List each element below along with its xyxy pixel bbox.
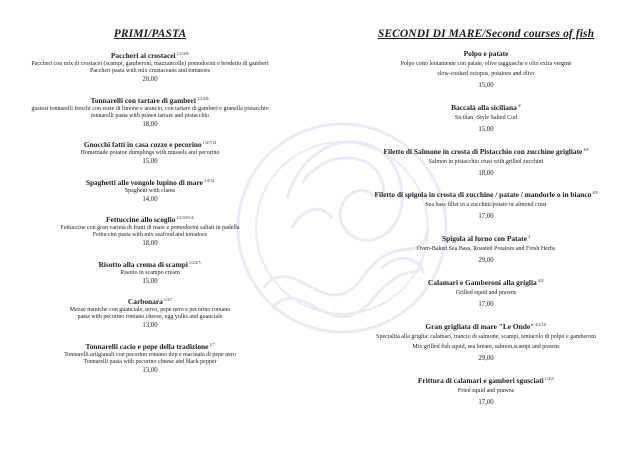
menu-item-name [336, 145, 636, 157]
menu-item-description: gustosi tonnarelli freschi con zeste di limone e arancio, con tartare di gamberi e granella pistacchio [31, 105, 269, 112]
menu-item-price: 18,00 [478, 169, 494, 177]
menu-item-name [20, 258, 280, 270]
menu-item-price: 29,00 [478, 257, 494, 265]
menu-item-title: Polpo e patate [463, 49, 509, 58]
menu-item-price: 15,00 [478, 125, 494, 133]
menu-item-allergens: 1/7 [209, 341, 215, 347]
menu-item [20, 49, 280, 84]
menu-item-price: 17,00 [478, 398, 494, 406]
menu-item [20, 258, 280, 286]
menu-item-price: 15,00 [142, 277, 158, 285]
menu-item-allergens: 4 [528, 234, 530, 240]
menu-item-name [20, 213, 280, 225]
menu-item [336, 320, 636, 364]
menu-item-allergens: 1/4/14 [203, 177, 215, 183]
menu-item-description: Grilled squid and prawns [455, 289, 517, 296]
menu-item-description: slow-cooked octopus, potatoes and olivs [437, 71, 535, 77]
menu-item-description: Polpo cotto lentamente con patate, olive taggiasche e olio extra vergine [400, 61, 572, 67]
menu-item-allergens: 4/2/ [537, 277, 544, 283]
menu-item-price: 18,00 [142, 121, 158, 128]
menu-item [20, 94, 280, 129]
menu-item-price: 17,00 [478, 300, 494, 308]
menu-item-description: Risotto in scampo cream [120, 269, 180, 276]
menu-item-title: Tonnarelli cacio e pepe della tradizione [85, 341, 209, 351]
menu-item-description: Tonnarelli pasta with pecorino cheese and black pepper [83, 358, 217, 365]
menu-item [336, 145, 636, 179]
menu-item-allergens: 4/ [517, 102, 521, 108]
menu-item-title: Spaghetti alle vongole lupino di mare [85, 177, 203, 187]
menu-item-price: 18,00 [142, 240, 158, 248]
menu-item-allergens: 4/8 [583, 146, 589, 152]
menu-item-name [336, 374, 636, 386]
menu-item [20, 340, 280, 375]
menu-item-name [20, 176, 280, 188]
menu-item [336, 49, 636, 91]
menu-item-name [336, 232, 636, 244]
menu-item-name [336, 49, 636, 59]
menu-item-title: Filetto di spigola in crosta di zucchine / patate / mandorle o in bianco [374, 190, 592, 200]
menu-item-description: Paccheri pasta with mix crustaceans and tomatoes [90, 68, 210, 75]
menu-item-title: Calamari e Gamberoni alla griglia [428, 277, 537, 287]
menu-item-title: Frittura di calamari e gamberi sgusciati [417, 375, 544, 385]
menu-item-description: Homemade potatoe dumplings with mussels and pecorino [80, 150, 220, 157]
menu-item-allergens: 1/4/7/14 [202, 140, 217, 146]
primi-pasta-column [20, 28, 280, 384]
menu-item [336, 276, 636, 310]
menu-item-description: Spaghetti with clams [124, 187, 176, 194]
menu-item-name [336, 101, 636, 113]
menu-item-description: Fried squid and prawns [457, 387, 515, 394]
menu-item-title: Baccalà alla siciliana [451, 102, 517, 112]
menu-item-description: Paccheri con mix di crostacei (scampi, gamberoni, mazzancolle) pomodorini e brodetto di gamberi [31, 61, 269, 67]
menu-item-allergens: 1/2/4/9/14/ [176, 214, 194, 220]
menu-item-description: Tonnarelli artigianali con pecorino romano dop e macinata di pepe nero [64, 351, 236, 358]
secondi-mare-column [336, 28, 636, 417]
menu-item-price: 15,00 [142, 158, 158, 166]
menu-item-allergens: 4/2/14/ [535, 321, 547, 327]
menu-item-description: Fettuccini pasta with mix seafood and tomatoes [92, 232, 208, 239]
menu-item [20, 295, 280, 330]
menu-item-title: Gnocchi fatti in casa cozze e pecorino [83, 140, 202, 150]
menu-item-description: Sea bass fillet in a zucchini/potato or almond crust [425, 202, 547, 209]
menu-item [336, 232, 636, 266]
menu-item-allergens: 4/8 [592, 190, 598, 196]
menu-item-price: 20,00 [142, 76, 158, 84]
menu-item-title: Gran grigliata di mare "Le Onde" [425, 321, 535, 331]
menu-item [336, 101, 636, 135]
menu-item-description: pasta with pecorino romano cheese, egg yolks and guanciale [77, 314, 223, 321]
menu-item-allergens: 1/2/4/7/ [188, 259, 202, 265]
menu-item-description: Mezze maniche con guanciale, uovo, pepe nero e pecorino romano [69, 306, 231, 313]
menu-item-description: Salmon in pistacchio crust with grilled zucchini [428, 158, 544, 165]
menu-item [20, 138, 280, 166]
menu-item-title: Risotto alla crema di scampi [98, 259, 188, 269]
menu-item-description: Specialità alla griglia: calamari, trancio di salmone, scampi, tentacolo di polpo e gamberoni [376, 333, 596, 340]
secondi-mare-heading: SECONDI DI MARE/Second courses of fish [377, 28, 595, 40]
menu-item-price: 14,00 [142, 195, 158, 203]
menu-item-name [20, 340, 280, 352]
menu-item-price: 13,00 [142, 322, 158, 330]
menu-item-description: Oven-Baked Sea Bass, Roasted Potatoes and Fresh Herbs [416, 246, 556, 253]
menu-item-description: Mix grilled fish squid, sea bream, salmon,scampi and prawns [412, 343, 560, 350]
menu-item-title: Tonnarelli con tartare di gamberi [90, 95, 196, 105]
menu-item-allergens: 1/4/2/ [544, 375, 555, 381]
menu-item-price: 13,00 [142, 366, 158, 374]
menu-item-name [336, 320, 636, 332]
menu-item [336, 374, 636, 408]
menu-item [20, 176, 280, 204]
menu-item-allergens: 1/3/7 [163, 296, 173, 302]
menu-item-description: tonnarelli pasta with prawn tartare and pistacchio [90, 112, 210, 119]
menu-item-price: 17,00 [478, 213, 494, 221]
menu-item [20, 213, 280, 248]
menu-item-title: Paccheri ai crostacei [110, 51, 176, 60]
secondi-mare-list [336, 49, 636, 408]
menu-item-price: 29,00 [478, 354, 494, 362]
menu-item-title: Spigola al forno con Patate [442, 234, 527, 244]
menu-item-price: 15,00 [478, 82, 494, 89]
menu-item-title: Carbonara [127, 296, 163, 306]
menu-item-name [20, 94, 280, 106]
menu-item-description: Fettuccine con gran varietà di frutti di mare e pomodorini saltati in padella [60, 224, 240, 231]
menu-item-allergens: 1/2/4/9/ [176, 51, 190, 56]
menu-item-title: Filetto di Salmone in crosta di Pistacchio con zucchine grigliate [383, 146, 583, 156]
menu-item-allergens: 1/2/4/9/ [196, 95, 210, 101]
primi-pasta-list [20, 49, 280, 375]
menu-item-name [336, 276, 636, 288]
menu-item-title: Fettuccine allo scoglio [106, 214, 176, 224]
menu-item-name [20, 295, 280, 307]
primi-pasta-heading: PRIMI/PASTA [113, 28, 187, 40]
menu-item-name [20, 49, 280, 61]
menu-item-name [20, 138, 280, 150]
menu-item-description: Sicilian -Style Salted Cod [454, 114, 518, 121]
menu-item-name [336, 188, 636, 200]
menu-item [336, 188, 636, 222]
